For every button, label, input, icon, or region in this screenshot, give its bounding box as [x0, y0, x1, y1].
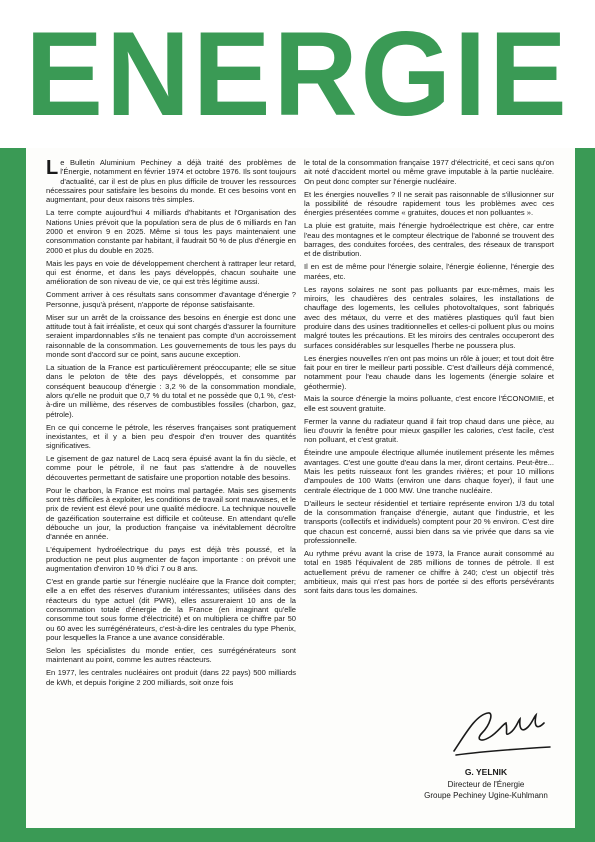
paragraph: D'ailleurs le secteur résidentiel et tertiaire représente environ 1/3 du total de la consommation française d'énergie, autant que l'industrie, et les transports (collectifs et individuels) comptent pour 20 % environ. C'est dire que chacun est concerné, aussi bien dans sa vie privée que dans sa vie professionnelle.: [304, 498, 554, 546]
title-banner: [0, 0, 595, 148]
paragraph: En 1977, les centrales nucléaires ont produit (dans 22 pays) 500 milliards de kWh, et depuis l'origine 2 200 milliards, soit onze fois: [46, 668, 296, 687]
paragraph: Comment arriver à ces résultats sans consommer d'avantage d'énergie ? Personne, jusqu'à présent, n'apporte de réponse satisfaisante.: [46, 290, 296, 309]
right-border: [575, 148, 595, 842]
paragraph: Mais la source d'énergie la moins polluante, c'est encore l'ÉCONOMIE, et elle est souvent gratuite.: [304, 394, 554, 413]
paragraph: En ce qui concerne le pétrole, les réserves françaises sont pratiquement inexistantes, et il y a bien peu d'espoir d'en trouver des quantités significatives.: [46, 422, 296, 451]
paragraph: Au rythme prévu avant la crise de 1973, la France aurait consommé au total en 1985 l'équivalent de 285 millions de tonnes de pétrole. Il est actuellement prévu de ramener ce chiffre à 240; c'est un objectif très ambitieux, mais qui n'est pas hors de portée si des efforts persévérants sont faits dans tous les domaines.: [304, 549, 554, 596]
signatory-role: Directeur de l'Énergie: [447, 780, 525, 789]
paragraph: C'est en grande partie sur l'énergie nucléaire que la France doit compter; elle a en effet des réserves d'uranium intéressantes; utilisées dans des réacteurs du type actuel (dit PWR), elles assureraient 10 ans de la consommation totale d'énergie de la France (en imaginant qu'elle consomme tout sous forme d'électricité) et on multipliera ce chiffre par 50 ou 60 avec les surrégénérateurs, c'est-à-dire les centrales du type Phenix, pour lesquelles la France a une avance considérable.: [46, 577, 296, 643]
paragraph: L'équipement hydroélectrique du pays est déjà très poussé, et la production ne peut plus augmenter de façon importante : on prévoit une augmentation d'environ 10 % d'ici 7 ou 8 ans.: [46, 545, 296, 574]
paragraph: Éteindre une ampoule électrique allumée inutilement présente les mêmes avantages. C'est une goutte d'eau dans la mer, diront certains. Peut-être... Mais les petits ruisseaux font les grandes rivières; et pour 10 millions d'ampoules de 100 Watts (environ une dans chaque foyer), il faut une centrale électrique de 1 000 MW. Une tranche nucléaire.: [304, 448, 554, 495]
drop-cap: L: [46, 157, 59, 179]
paragraph: La terre compte aujourd'hui 4 milliards d'habitants et l'Organisation des Nations Unies prévoit que la population sera de plus de 6 milliards en l'an 2000 et environ 9 en 2025. Même si tous les pays maintenaient une consommation constante par habitant, il faudrait 50 % de plus d'énergie en 2000 et plus du double en 2025.: [46, 208, 296, 255]
paragraph: Selon les spécialistes du monde entier, ces surrégénérateurs sont maintenant au point, comme les autres réacteurs.: [46, 646, 296, 665]
paragraph: Miser sur un arrêt de la croissance des besoins en énergie est donc une attitude tout à fait irréaliste, et ceux qui sont chargés d'assurer la fourniture seraient impardonnables s'ils ne tenaient pas compte d'un accroissement raisonnable de la consommation. Les gouvernements de tous les pays du monde sont d'accord sur ce point, sans aucune exception.: [46, 312, 296, 359]
paragraph: La pluie est gratuite, mais l'énergie hydroélectrique est chère, car entre l'eau des montagnes et le compteur électrique de l'abonné se trouvent des barrages, des conduites forcées, des centrales, des réseaux de transport et de distribution.: [304, 221, 554, 259]
signature-block: [406, 703, 566, 823]
paragraph: Et les énergies nouvelles ? Il ne serait pas raisonnable de s'illusionner sur la possibilité de résoudre rapidement tous les problèmes avec ces énergies présentées comme « gratuites, douces et non polluantes ».: [304, 189, 554, 218]
paragraph: Les énergies nouvelles n'en ont pas moins un rôle à jouer; et tout doit être fait pour en tirer le meilleur parti possible. C'est d'ailleurs déjà commencé, notamment pour l'eau chaude dans les logements (énergie solaire et géothermie).: [304, 353, 554, 391]
paragraph: Mais les pays en voie de développement cherchent à rattraper leur retard, qui est énorme, et dans les pays développés, chacun souhaite une amélioration de son niveau de vie, ce qui est très légitime aussi.: [46, 258, 296, 287]
bottom-border: [0, 828, 595, 842]
paragraph: Il en est de même pour l'énergie solaire, l'énergie éolienne, l'énergie des marées, etc.: [304, 262, 554, 281]
paragraph: Les rayons solaires ne sont pas polluants par eux-mêmes, mais les miroirs, les chaudières des centrales solaires, les installations de chauffage des logements, les cellules photovoltaïques, sont fabriqués avec des métaux, du verre et des matières plastiques qu'il faut bien produire dans des usines traditionnelles et celles-ci polluent plus ou moins malgré toutes les précautions. Et les miroirs des centrales occuperont des surfaces considérables sur lesquelles l'herbe ne poussera plus.: [304, 284, 554, 350]
paragraph: Pour le charbon, la France est moins mal partagée. Mais ses gisements sont très difficiles à exploiter, les conditions de travail sont mauvaises, et le prix de revient est élevé pour une qualité médiocre. La technique nouvelle de gazéification souterraine est difficile et coûteuse. En attendant qu'elle débouche un jour, la production française va inévitablement décroître d'année en année.: [46, 485, 296, 542]
article-panel: [26, 148, 575, 828]
paragraph: Le Bulletin Aluminium Pechiney a déjà traité des problèmes de l'Énergie, notamment en février 1974 et octobre 1976. Ils sont toujours d'actualité, car il est de plus en plus difficile de trouver les ressources nécessaires pour satisfaire les besoins du monde. Et ces besoins vont en augmentant, pour deux raisons très simples.: [46, 157, 296, 205]
signatory-name: G. YELNIK: [464, 767, 508, 777]
handwritten-signature: [446, 703, 556, 763]
paragraph: le total de la consommation française 1977 d'électricité, et ceci sans qu'on ait noté d'accident mortel ou même grave imputable à la partie nucléaire. On peut donc compter sur l'énergie nucléaire.: [304, 158, 554, 186]
paragraph: La situation de la France est particulièrement préoccupante; elle se situe dans le peloton de tête des pays développés, et consomme par conséquent beaucoup d'énergie : 3,2 % de la consommation mondiale, alors qu'elle ne produit que 0,7 % du total et ne possède que 0,1 %, c'est-à-dire un millième, des réserves de combustibles fossiles (charbon, gaz, pétrole).: [46, 362, 296, 419]
right-column: [304, 158, 554, 599]
left-border: [0, 148, 26, 842]
left-column: [46, 158, 296, 691]
page-title: ENERGIE: [25, 7, 570, 141]
signatory-organization: Groupe Pechiney Ugine-Kuhlmann: [424, 791, 548, 800]
paragraph: Le gisement de gaz naturel de Lacq sera épuisé avant la fin du siècle, et comme pour le pétrole, il ne faut pas s'attendre à de nouvelles découvertes permettant de satisfaire une proportion notable des besoins.: [46, 454, 296, 482]
paragraph: Fermer la vanne du radiateur quand il fait trop chaud dans une pièce, au lieu d'ouvrir la fenêtre pour mieux gaspiller les calories, c'est facile, c'est non polluant, et c'est gratuit.: [304, 416, 554, 445]
